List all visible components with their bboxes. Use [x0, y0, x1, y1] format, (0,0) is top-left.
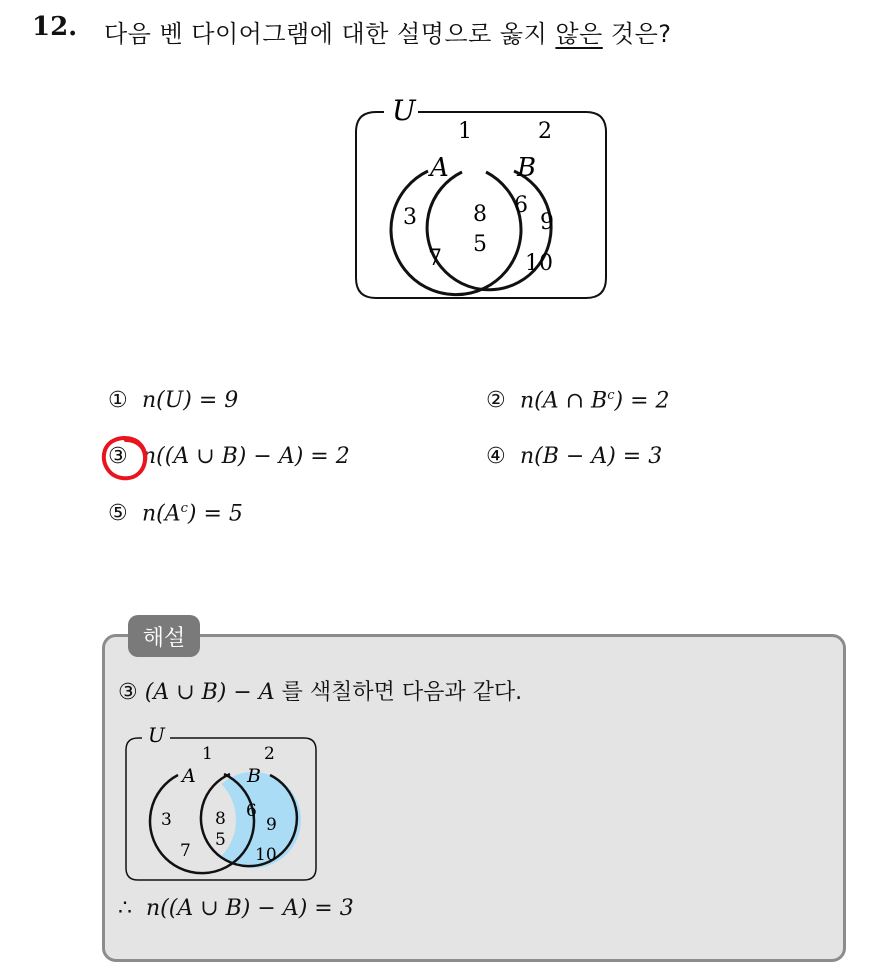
solution-tag: 해설 — [128, 615, 200, 657]
universe-label: U — [148, 723, 165, 747]
question-text-emphasis: 않은 — [555, 20, 603, 48]
set-b-label: B — [517, 153, 537, 183]
element-only-b: 6 — [246, 801, 257, 821]
element-outside: 2 — [538, 119, 552, 144]
answer-choices — [108, 388, 728, 548]
choice-mark: ③ — [108, 444, 128, 469]
choice-superscript: c — [180, 501, 188, 516]
set-a-label: A — [182, 765, 196, 787]
question-text-prefix: 다음 벤 다이어그램에 대한 설명으로 옳지 — [104, 20, 556, 48]
set-a-label: A — [430, 153, 449, 183]
element-outside: 2 — [264, 744, 275, 764]
element-intersection: 5 — [215, 830, 226, 850]
element-only-b: 6 — [514, 193, 528, 218]
element-outside: 1 — [458, 119, 472, 144]
element-only-a: 7 — [428, 246, 442, 271]
question-number: 12. — [32, 12, 78, 42]
choice-5[interactable] — [108, 501, 243, 526]
choice-expression: n(A ∩ B — [520, 388, 608, 414]
choice-1[interactable] — [108, 388, 238, 413]
choice-mark: ② — [486, 388, 506, 414]
question-text — [104, 14, 672, 49]
element-only-b: 10 — [255, 845, 277, 865]
question-text-suffix: 것은? — [602, 20, 672, 48]
venn-diagram-main — [348, 92, 618, 302]
universe-label: U — [392, 94, 416, 127]
element-only-a: 3 — [403, 205, 417, 230]
solution-mark: ③ — [118, 680, 138, 705]
choice-mark: ① — [108, 388, 128, 413]
choice-2[interactable] — [486, 388, 670, 413]
venn-diagram-solution — [118, 722, 323, 882]
element-only-a: 7 — [180, 841, 191, 861]
set-b-label: B — [247, 765, 261, 787]
element-intersection: 8 — [473, 202, 487, 227]
element-intersection: 8 — [215, 809, 226, 829]
element-intersection: 5 — [473, 232, 487, 257]
solution-text: 를 색칠하면 다음과 같다. — [274, 680, 523, 705]
element-only-b: 10 — [525, 251, 553, 276]
answer-circle-icon — [100, 434, 150, 482]
element-only-b: 9 — [540, 210, 554, 235]
choice-expression: n((A ∪ B) − A) = 2 — [142, 444, 350, 469]
choice-expression-end: ) = 2 — [614, 388, 670, 414]
choice-expression-end: ) = 5 — [187, 501, 243, 527]
conclusion-expression: n((A ∪ B) − A) = 3 — [146, 896, 354, 921]
set-a-circle — [391, 171, 521, 295]
solution-conclusion — [118, 896, 354, 921]
choice-expression: n(B − A) = 3 — [520, 444, 663, 469]
choice-mark: ⑤ — [108, 501, 128, 527]
choice-expression: n(A — [142, 501, 181, 527]
choice-superscript: c — [607, 388, 615, 403]
solution-expression: (A ∪ B) − A — [144, 680, 275, 705]
choice-expression: n(U) = 9 — [142, 388, 239, 413]
element-only-a: 3 — [161, 810, 172, 830]
therefore-symbol: ∴ — [118, 896, 132, 921]
element-only-b: 9 — [266, 815, 277, 835]
choice-mark: ④ — [486, 444, 506, 469]
solution-explanation — [118, 675, 522, 706]
choice-4[interactable] — [486, 444, 662, 469]
element-outside: 1 — [202, 744, 213, 764]
